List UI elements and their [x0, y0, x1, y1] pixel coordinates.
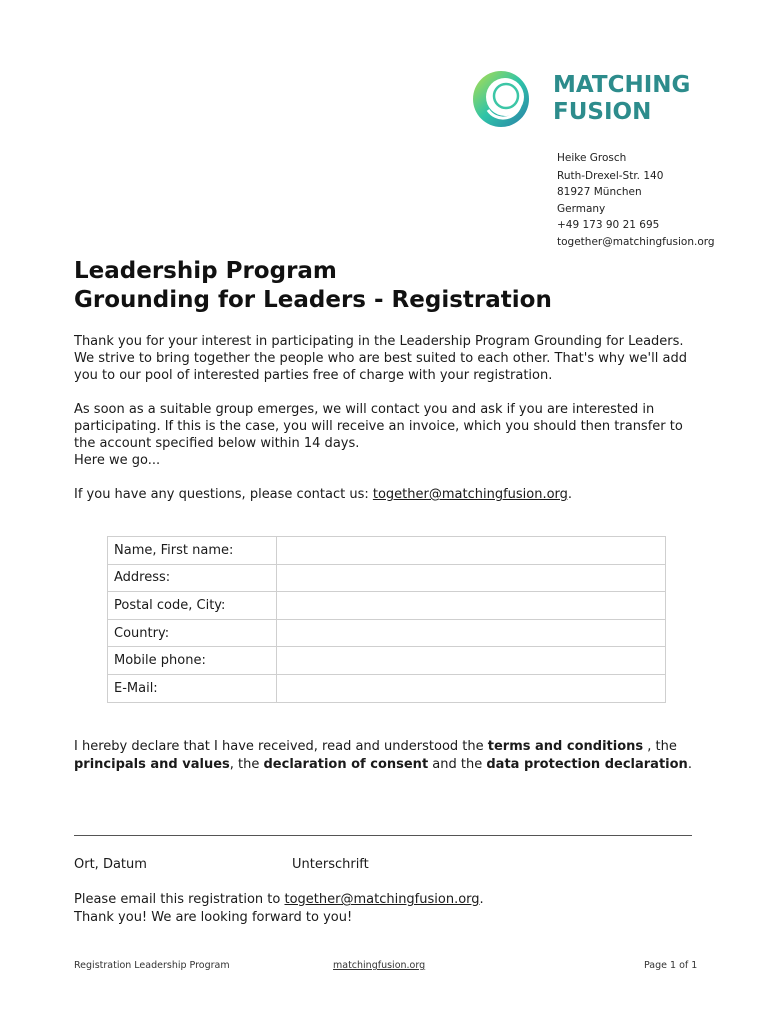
form-field-input[interactable] — [277, 564, 666, 592]
intro-paragraph-2b: Here we go... — [74, 453, 161, 468]
form-field-label: E-Mail: — [108, 674, 277, 702]
unterschrift-label: Unterschrift — [292, 857, 369, 872]
contact-email-link[interactable]: together@matchingfusion.org — [372, 487, 568, 502]
form-row — [108, 564, 666, 592]
form-row — [108, 592, 666, 620]
principals-and-values: principals and values — [74, 756, 230, 772]
logo-swirl-icon — [470, 66, 536, 132]
form-field-input[interactable] — [277, 619, 666, 647]
form-field-label: Address: — [108, 564, 277, 592]
form-row — [108, 674, 666, 702]
declaration-sep-1: , the — [643, 739, 677, 754]
declaration-sep-3: and the — [428, 756, 487, 772]
form-field-label: Mobile phone: — [108, 647, 277, 675]
closing-prefix: Please email this registration to — [74, 892, 285, 907]
sender-address — [557, 150, 715, 250]
intro-paragraph-3 — [74, 486, 694, 503]
form-field-input[interactable] — [277, 674, 666, 702]
declaration-sep-2: , the — [229, 756, 264, 772]
address-email: together@matchingfusion.org — [557, 235, 715, 248]
footer-website-link[interactable]: matchingfusion.org — [333, 960, 426, 971]
closing-text — [74, 891, 484, 926]
title-line-2: Grounding for Leaders - Registration — [74, 287, 552, 313]
closing-suffix: . — [479, 892, 484, 907]
title-line-1: Leadership Program — [74, 258, 337, 284]
intro-paragraph-2: As soon as a suitable group emerges, we will contact you and ask if you are interested in participating. If this is the case, you will receive an invoice, which you should then transfer to the account specified below within 14 days. — [74, 402, 683, 451]
footer-left: Registration Leadership Program — [74, 960, 230, 971]
intro-text — [74, 333, 694, 503]
form-field-label: Country: — [108, 619, 277, 647]
address-city: 81927 München — [557, 186, 642, 198]
closing-email-link[interactable]: together@matchingfusion.org — [284, 892, 480, 907]
logo-line-2: FUSION — [553, 99, 652, 125]
terms-and-conditions: terms and conditions — [487, 739, 644, 754]
address-street: Ruth-Drexel-Str. 140 — [557, 169, 664, 182]
closing-line-2: Thank you! We are looking forward to you! — [74, 909, 353, 925]
footer-page-number: Page 1 of 1 — [644, 960, 698, 971]
declaration-prefix: I hereby declare that I have received, read and understood the — [74, 739, 488, 754]
contact-prefix: If you have any questions, please contact us: — [74, 487, 373, 502]
declaration-text — [74, 738, 704, 773]
form-row — [108, 619, 666, 647]
address-name: Heike Grosch — [557, 152, 627, 164]
form-row — [108, 647, 666, 675]
form-field-label: Name, First name: — [108, 537, 277, 565]
ort-datum-label: Ort, Datum — [74, 857, 147, 872]
form-field-label: Postal code, City: — [108, 592, 277, 620]
declaration-of-consent: declaration of consent — [263, 756, 429, 772]
form-row — [108, 537, 666, 565]
signature-line — [74, 835, 692, 836]
data-protection-declaration: data protection declaration — [486, 756, 688, 772]
logo-wordmark — [553, 72, 690, 126]
form-field-input[interactable] — [277, 592, 666, 620]
address-phone: +49 173 90 21 695 — [557, 219, 660, 231]
form-field-input[interactable] — [277, 647, 666, 675]
document-title — [74, 257, 552, 315]
registration-form-table — [107, 536, 666, 703]
contact-suffix: . — [567, 487, 573, 502]
address-country: Germany — [557, 202, 606, 215]
form-field-input[interactable] — [277, 537, 666, 565]
intro-paragraph-1: Thank you for your interest in participating in the Leadership Program Grounding for Leaders. We strive to bring together the people who are best suited to each other. That's why we'll add you to our pool of interested parties free of charge with your registration. — [74, 334, 687, 383]
matching-fusion-logo — [470, 66, 710, 132]
logo-line-1: MATCHING — [553, 72, 691, 98]
declaration-suffix: . — [687, 756, 692, 772]
closing-line-1 — [74, 891, 484, 909]
